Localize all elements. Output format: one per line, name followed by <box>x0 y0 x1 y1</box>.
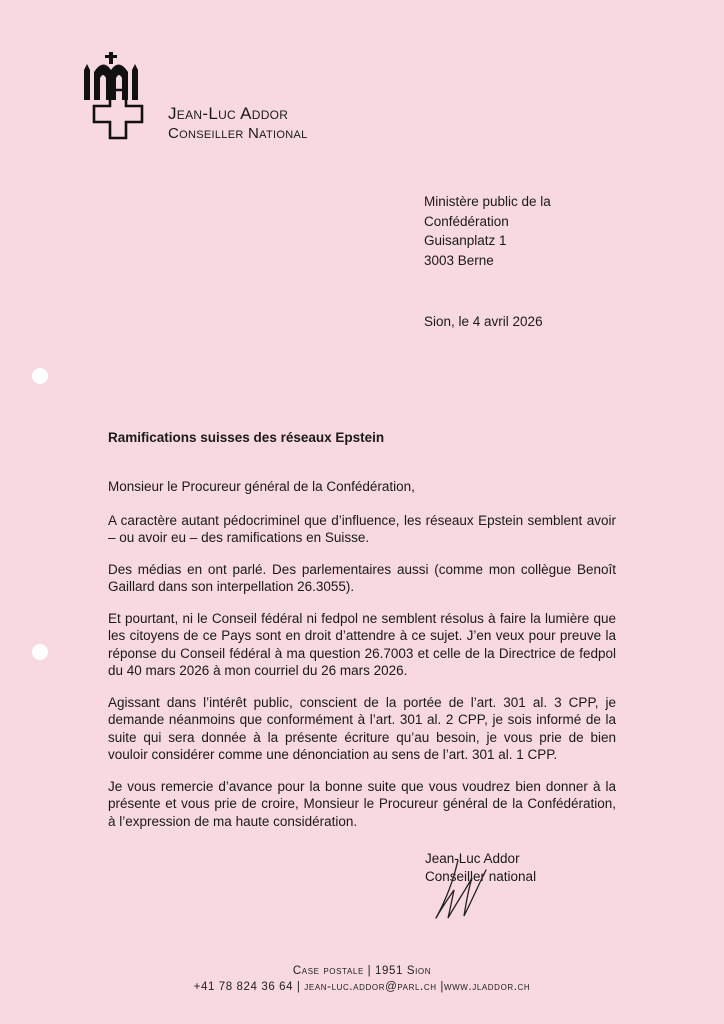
handwritten-signature-icon <box>428 860 508 922</box>
letter-date: Sion, le 4 avril 2026 <box>424 314 543 329</box>
body-paragraph: Des médias en ont parlé. Des parlementaires aussi (comme mon collègue Benoît Gaillard dans son interpellation 26.3055). <box>108 561 616 594</box>
signer-title: Conseiller national <box>425 869 537 884</box>
recipient-line: Confédération <box>424 213 509 229</box>
recipient-line: Guisanplatz 1 <box>424 233 507 248</box>
body-paragraph: Je vous remercie d’avance pour la bonne suite que vous voudrez bien donner à la présente et vous prie de croire, Monsieur le Procureur général de la Confédération, à l’expression de ma haute considération. <box>108 778 616 829</box>
recipient-line: 3003 Berne <box>424 252 494 268</box>
sender-name: Jean-Luc Addor <box>168 104 289 123</box>
letter-subject: Ramifications suisses des réseaux Epstein <box>108 430 385 445</box>
letter-body <box>108 478 616 844</box>
body-paragraph: Agissant dans l’intérêt public, conscient de la portée de l’art. 301 al. 3 CPP, je demande néanmoins que conformément à l’art. 301 al. 2 CPP, je sois informé de la suite qui sera donnée à la présente écriture qu’au besoin, je vous prie de bien vouloir considérer comme une dénonciation au sens de l’art. 301 al. 1 CPP. <box>108 694 616 762</box>
punch-hole <box>32 368 48 384</box>
recipient-address <box>424 192 551 270</box>
footer-postal: Case postale | 1951 Sion <box>292 965 432 977</box>
signer-name: Jean-Luc Addor <box>425 851 520 866</box>
chapel-cross-logo-icon <box>84 48 154 144</box>
sender-role: Conseiller National <box>168 125 308 142</box>
letterhead-sender <box>168 104 308 143</box>
recipient-line: Ministère public de la <box>424 194 551 209</box>
body-paragraph: Et pourtant, ni le Conseil fédéral ni fedpol ne semblent résolus à faire la lumière que les citoyens de ce Pays sont en droit d’attendre à ce sujet. J’en veux pour preuve la réponse du Conseil fédéral à ma question 26.7003 et celle de la Directrice de fedpol du 40 mars 2026 à mon courriel du 26 mars 2026. <box>108 610 616 678</box>
punch-hole <box>32 644 48 660</box>
footer-contact: +41 78 824 36 64 | jean-luc.addor@parl.ch |www.jladdor.ch <box>193 981 531 993</box>
body-paragraph: A caractère autant pédocriminel que d’influence, les réseaux Epstein semblent avoir – ou avoir eu – des ramifications en Suisse. <box>108 512 616 545</box>
salutation: Monsieur le Procureur général de la Confédération, <box>108 479 415 494</box>
